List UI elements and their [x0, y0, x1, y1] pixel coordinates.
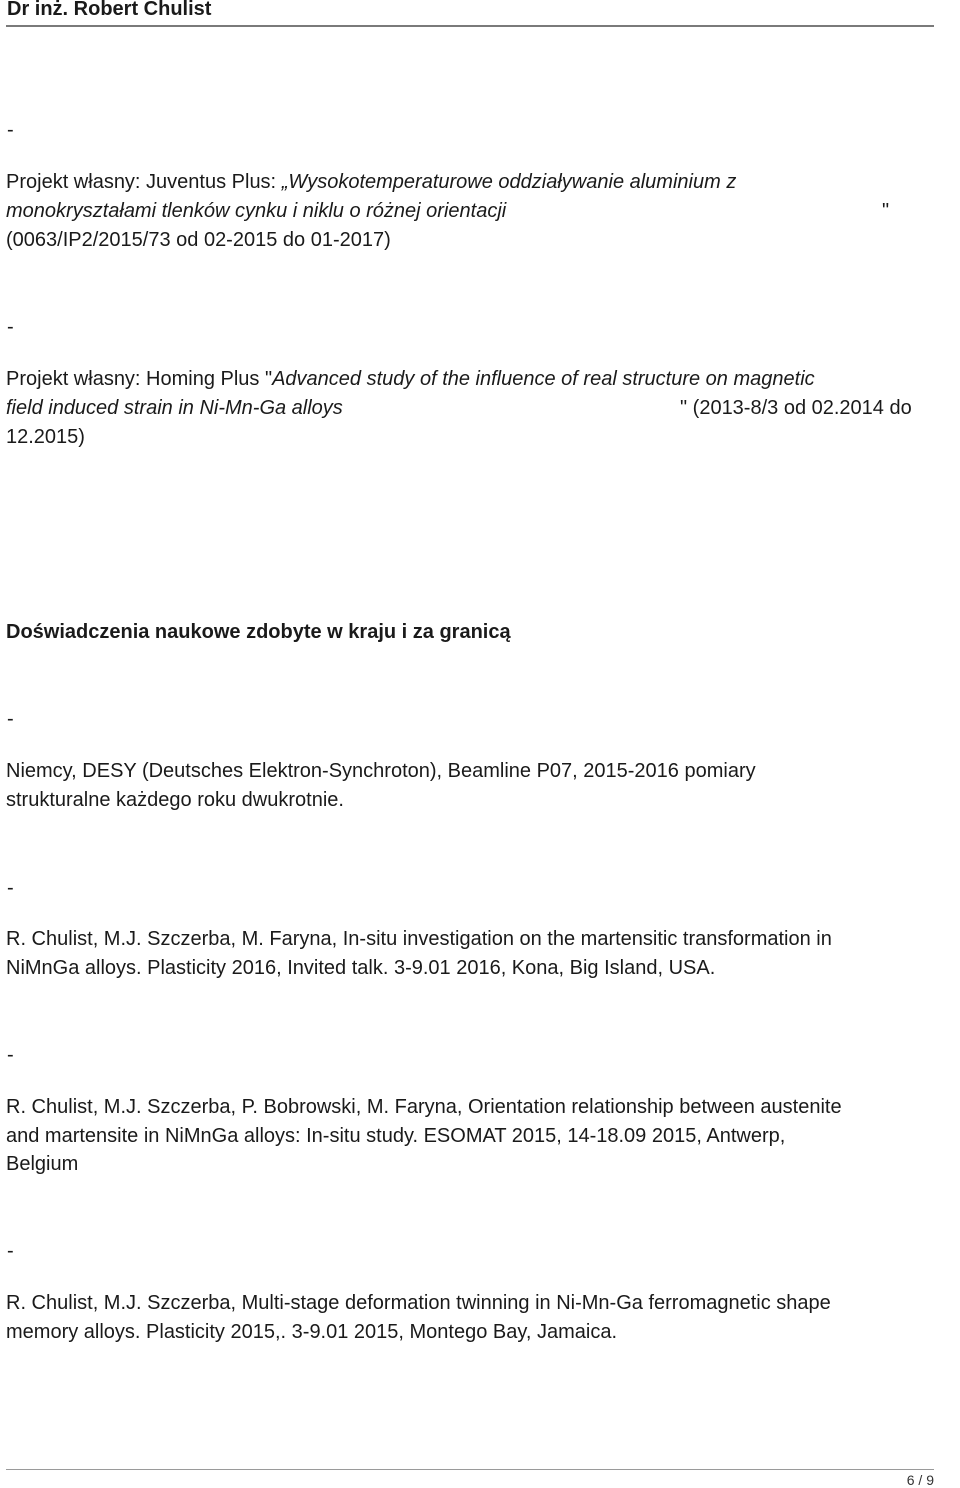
experience-1-line-1: Niemcy, DESY (Deutsches Elektron-Synchroton), Beamline P07, 2015-2016 pomiary — [6, 760, 756, 782]
bullet-dash: - — [7, 877, 14, 899]
bullet-dash: - — [7, 708, 14, 730]
project-2-details-cont: 12.2015) — [6, 426, 85, 448]
project-2-title: Advanced study of the influence of real structure on magnetic — [272, 368, 815, 390]
bullet-dash: - — [7, 1240, 14, 1262]
project-2-prefix: Projekt własny: Homing Plus " — [6, 368, 273, 390]
project-2-details: " (2013-8/3 od 02.2014 do — [680, 397, 912, 419]
project-2-line-1 — [6, 367, 815, 391]
footer-divider — [6, 1469, 934, 1470]
header-title: Dr inż. Robert Chulist — [7, 0, 212, 20]
project-2-line-2 — [6, 396, 343, 420]
bullet-dash: - — [7, 316, 14, 338]
project-1-line-2 — [6, 199, 506, 223]
bullet-dash: - — [7, 119, 14, 141]
experience-3-line-1: R. Chulist, M.J. Szczerba, P. Bobrowski, M. Faryna, Orientation relationship between austenite — [6, 1096, 842, 1118]
project-2-title-cont: field induced strain in Ni-Mn-Ga alloys — [6, 397, 343, 419]
experience-1-line-2: strukturalne każdego roku dwukrotnie. — [6, 789, 344, 811]
project-1-close-quote: " — [882, 200, 890, 222]
experience-2-line-1: R. Chulist, M.J. Szczerba, M. Faryna, In-situ investigation on the martensitic transformation in — [6, 928, 832, 950]
project-1-prefix: Projekt własny: Juventus Plus: — [6, 171, 282, 193]
project-1-line-1 — [6, 170, 736, 194]
project-1-title: „Wysokotemperaturowe oddziaływanie aluminium z — [281, 171, 737, 193]
experience-2-line-2: NiMnGa alloys. Plasticity 2016, Invited talk. 3-9.01 2016, Kona, Big Island, USA. — [6, 957, 716, 979]
experience-4-line-2: memory alloys. Plasticity 2015,. 3-9.01 2015, Montego Bay, Jamaica. — [6, 1321, 618, 1343]
project-1-title-cont: monokryształami tlenków cynku i niklu o różnej orientacji — [6, 200, 507, 222]
experience-4-line-1: R. Chulist, M.J. Szczerba, Multi-stage deformation twinning in Ni-Mn-Ga ferromagnetic shape — [6, 1292, 831, 1314]
project-1-details: (0063/IP2/2015/73 od 02-2015 do 01-2017) — [6, 229, 391, 251]
section-heading: Doświadczenia naukowe zdobyte w kraju i za granicą — [6, 621, 511, 643]
experience-3-line-2: and martensite in NiMnGa alloys: In-situ study. ESOMAT 2015, 14-18.09 2015, Antwerp, — [6, 1125, 786, 1147]
bullet-dash: - — [7, 1044, 14, 1066]
experience-3-line-3: Belgium — [6, 1153, 79, 1175]
header-divider — [6, 25, 934, 27]
page-number: 6 / 9 — [906, 1472, 934, 1488]
